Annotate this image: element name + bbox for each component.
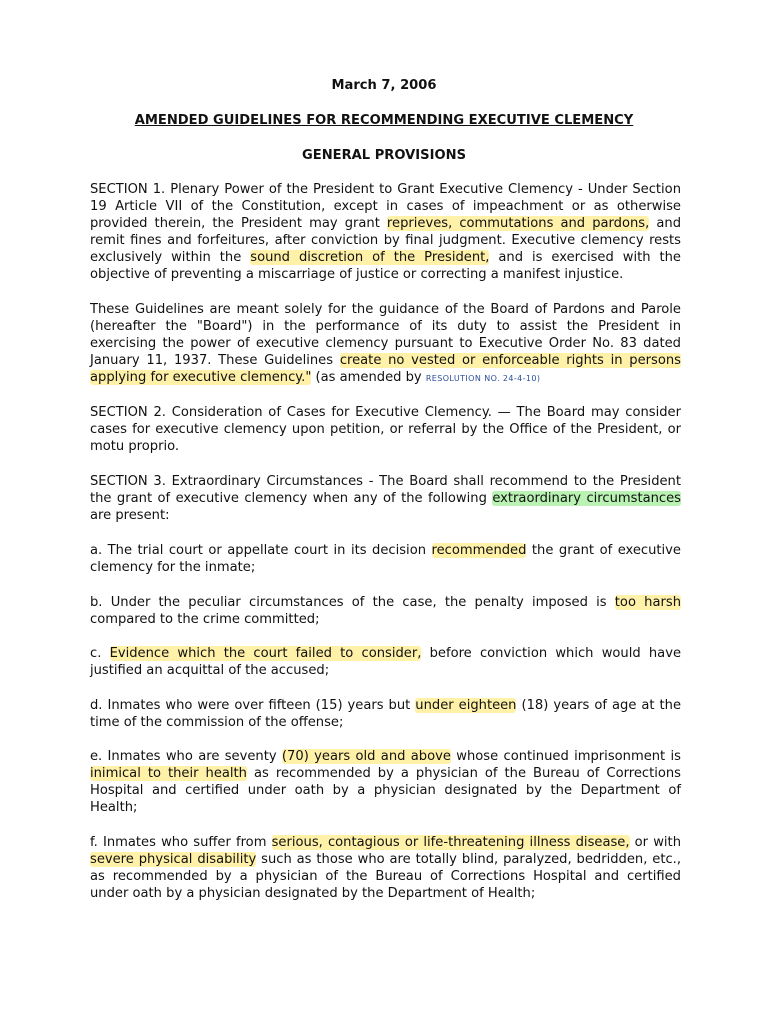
highlight-reprieves: reprieves, commutations and pardons, xyxy=(386,216,650,231)
text-span: f. Inmates who suffer from xyxy=(90,835,272,850)
text-span: and xyxy=(649,216,682,231)
item-c-line1 xyxy=(90,645,681,663)
guidelines-line1: These Guidelines are meant solely for the guidance of the Board of Pardons and Parole xyxy=(90,302,681,317)
item-c-line2: justified an acquittal of the accused; xyxy=(90,663,330,678)
highlight-extraordinary: extraordinary circumstances xyxy=(492,491,681,506)
item-b-line2: compared to the crime committed; xyxy=(90,612,320,627)
highlight-no-vested-rights: create no vested or enforceable rights in persons xyxy=(339,353,681,368)
section-heading: GENERAL PROVISIONS xyxy=(302,148,466,163)
guidelines-line4 xyxy=(90,352,681,370)
highlight-under-eighteen: under eighteen xyxy=(415,698,517,713)
text-span: January 11, 1937. These Guidelines xyxy=(90,353,340,368)
text-span: whose continued imprisonment is xyxy=(450,749,681,764)
item-f-line3: as recommended by a physician of the Bureau of Corrections Hospital and certified xyxy=(90,869,681,884)
item-b-line1 xyxy=(90,594,681,612)
item-f-line2 xyxy=(90,851,681,869)
text-span: before conviction which would have xyxy=(421,646,681,661)
section1-line5 xyxy=(90,249,681,267)
highlight-inimical: inimical to their health xyxy=(90,766,247,781)
text-span: or with xyxy=(629,835,681,850)
text-span: (as amended by xyxy=(311,370,426,385)
text-span: and is exercised with the xyxy=(489,250,681,265)
guidelines-line5 xyxy=(90,369,681,387)
section3-line2 xyxy=(90,490,681,508)
text-span: provided therein, the President may grant xyxy=(90,216,387,231)
section2-line1: SECTION 2. Consideration of Cases for Executive Clemency. — The Board may consider xyxy=(90,405,681,420)
item-a-line1 xyxy=(90,542,681,560)
section1-line1: SECTION 1. Plenary Power of the President to Grant Executive Clemency - Under Section xyxy=(90,182,681,197)
section1-line6: objective of preventing a miscarriage of justice or correcting a manifest injustice. xyxy=(90,267,624,282)
item-d-line1 xyxy=(90,697,681,715)
section2-line2: cases for executive clemency upon petition, or referral by the Office of the President, or xyxy=(90,422,681,437)
item-e-line2 xyxy=(90,765,681,783)
item-f-line1 xyxy=(90,834,681,852)
resolution-reference: RESOLUTION NO. 24-4-10) xyxy=(425,374,541,383)
highlight-physical-disability: severe physical disability xyxy=(90,852,257,867)
text-span: e. Inmates who are seventy xyxy=(90,749,282,764)
section3-line1: SECTION 3. Extraordinary Circumstances - The Board shall recommend to the President xyxy=(90,474,681,489)
highlight-sound-discretion: sound discretion of the President, xyxy=(250,250,490,265)
section2-line3: motu proprio. xyxy=(90,439,180,454)
text-span: exclusively within the xyxy=(90,250,251,265)
item-f-line4: under oath by a physician designated by the Department of Health; xyxy=(90,886,536,901)
item-e-line3: Hospital and certified under oath by a physician designated by the Department of xyxy=(90,783,681,798)
highlight-seventy: (70) years old and above xyxy=(281,749,451,764)
item-e-line4: Health; xyxy=(90,800,138,815)
document-title xyxy=(0,112,768,130)
text-span: c. xyxy=(90,646,110,661)
guidelines-line3: exercising the power of executive clemency pursuant to Executive Order No. 83 dated xyxy=(90,336,681,351)
document-title-text: AMENDED GUIDELINES FOR RECOMMENDING EXECUTIVE CLEMENCY xyxy=(134,113,634,128)
text-span: such as those who are totally blind, paralyzed, bedridden, etc., xyxy=(256,852,681,867)
section1-line2: 19 Article VII of the Constitution, except in cases of impeachment or as otherwise xyxy=(90,199,681,214)
highlight-evidence: Evidence which the court failed to consider, xyxy=(109,646,422,661)
text-span: b. Under the peculiar circumstances of the case, the penalty imposed is xyxy=(90,595,615,610)
highlight-serious-illness: serious, contagious or life-threatening illness disease, xyxy=(271,835,630,850)
text-span: d. Inmates who were over fifteen (15) years but xyxy=(90,698,416,713)
text-span: a. The trial court or appellate court in its decision xyxy=(90,543,432,558)
highlight-applying: applying for executive clemency." xyxy=(90,370,312,385)
section1-line3 xyxy=(90,215,681,233)
item-a-line2: clemency for the inmate; xyxy=(90,560,256,575)
item-e-line1 xyxy=(90,748,681,766)
guidelines-line2: (hereafter the "Board") in the performance of its duty to assist the President in xyxy=(90,319,681,334)
highlight-recommended: recommended xyxy=(431,543,527,558)
section3-line3: are present: xyxy=(90,508,170,523)
text-span: as recommended by a physician of the Bureau of Corrections xyxy=(246,766,681,781)
section1-line4: remit fines and forfeitures, after conviction by final judgment. Executive clemency rests xyxy=(90,233,681,248)
document-date: March 7, 2006 xyxy=(331,78,437,93)
item-d-line2: time of the commission of the offense; xyxy=(90,715,344,730)
text-span: the grant of executive clemency when any of the following xyxy=(90,491,493,506)
highlight-too-harsh: too harsh xyxy=(614,595,682,610)
text-span: the grant of executive xyxy=(526,543,681,558)
text-span: (18) years of age at the xyxy=(516,698,681,713)
